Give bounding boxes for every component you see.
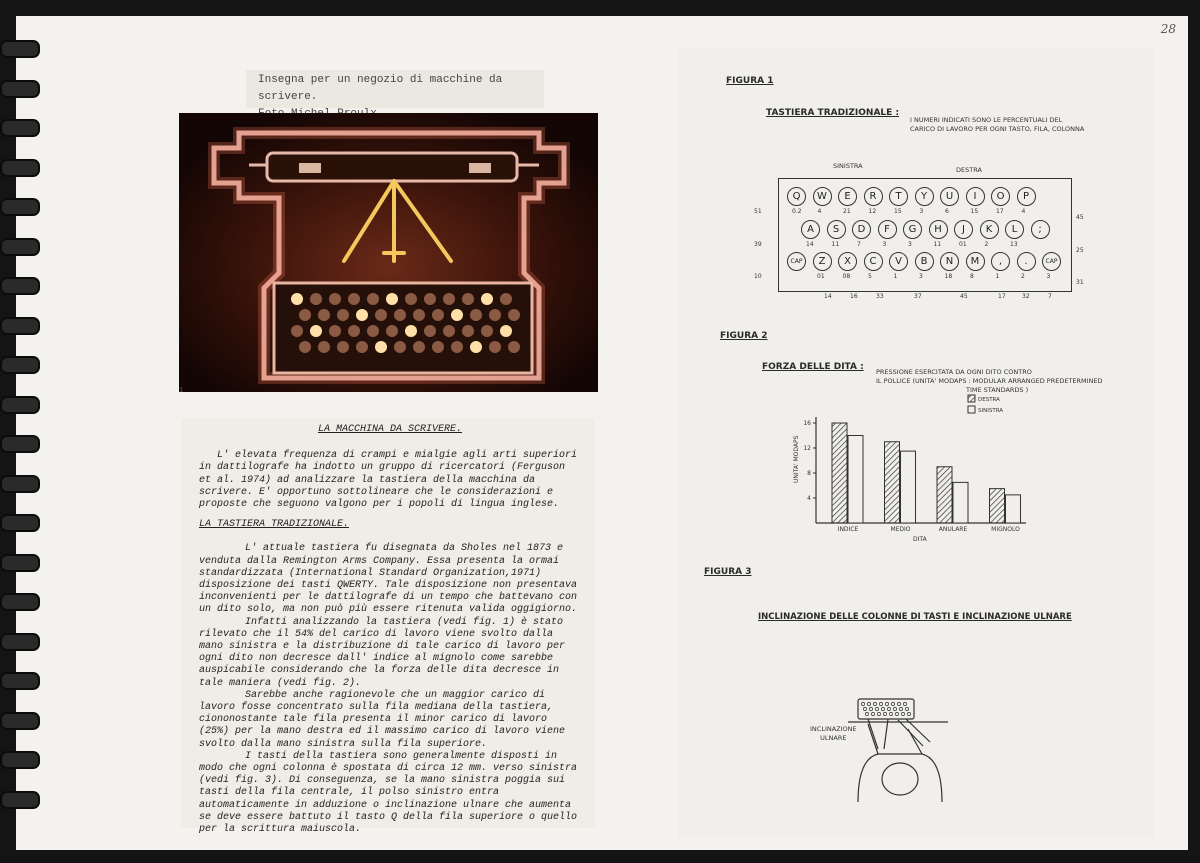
x-tick-label: MEDIO bbox=[890, 526, 911, 533]
figure-3-heading: INCLINAZIONE DELLE COLONNE DI TASTI E INCLINAZIONE ULNARE bbox=[758, 612, 1072, 622]
photo-key bbox=[291, 293, 303, 305]
key-w: W bbox=[813, 187, 832, 206]
legend-swatch bbox=[968, 395, 975, 402]
binding-ring bbox=[0, 593, 40, 611]
binding-ring bbox=[0, 514, 40, 532]
binding-ring bbox=[0, 317, 40, 335]
typist-key bbox=[867, 702, 870, 705]
typist-keys bbox=[861, 702, 910, 715]
figure-2-note-line-2: IL POLLICE (UNITA' MODAPS : MODULAR ARRANGED PREDETERMINED bbox=[876, 377, 1103, 385]
photo-key bbox=[386, 325, 398, 337]
photo-key bbox=[337, 341, 349, 353]
photo-key bbox=[356, 341, 368, 353]
row-total-right: 31 bbox=[1076, 279, 1084, 286]
typist-key bbox=[861, 702, 864, 705]
article-paragraph-1: L' attuale tastiera fu disegnata da Sholes nel 1873 e venduta dalla Remington Arms Company. Essa presenta la ormai standardizzata (International Standard Organization,1971) disposizione dei tasti QWERTY. Tale disposizione non presentava inconvenienti per le dattilografe di un tempo che battevano con un dito solo, ma non può più essere ritenuta valida oggigiorno. bbox=[199, 543, 578, 616]
photo-key bbox=[310, 293, 322, 305]
key-o: O bbox=[991, 187, 1010, 206]
key-load-percent: 1 bbox=[893, 273, 898, 280]
spiral-binding bbox=[0, 40, 40, 830]
figure-3-label: FIGURA 3 bbox=[704, 567, 752, 577]
legend-label: DESTRA bbox=[978, 397, 1000, 403]
binding-ring bbox=[0, 396, 40, 414]
typist-key bbox=[871, 712, 874, 715]
key-load-percent: 3 bbox=[919, 273, 923, 280]
bar-destra bbox=[990, 489, 1005, 523]
typist-key bbox=[881, 707, 884, 710]
key-load-percent: 6 bbox=[945, 208, 949, 215]
key-load-percent: 15 bbox=[894, 208, 902, 215]
key-p: P bbox=[1017, 187, 1036, 206]
y-tick-label: 4 bbox=[807, 495, 811, 502]
bar-sinistra bbox=[1006, 495, 1021, 523]
typist-key bbox=[903, 702, 906, 705]
photo-key bbox=[470, 341, 482, 353]
typist-key bbox=[895, 712, 898, 715]
typist-key bbox=[901, 712, 904, 715]
key-s: S bbox=[827, 220, 846, 239]
y-axis-label: UNITA' MODAPS bbox=[793, 435, 800, 483]
row-total-right: 25 bbox=[1076, 247, 1084, 254]
row-total-right: 45 bbox=[1076, 214, 1084, 221]
article-paragraph-4: I tasti della tastiera sono generalmente disposti in modo che ogni colonna è spostata di circa 12 mm. verso sinistra (vedi fig. 3). Di conseguenza, se la mano sinistra poggia sui tasti della fila centrale, il polso sinistro entra automaticamente in adduzione o inclinazione ulnare che aumenta se deve essere battuto il tasto Q della fila superiore o quello per la scrittura maiuscola. bbox=[199, 750, 578, 836]
photo-key bbox=[356, 309, 368, 321]
key-load-percent: 17 bbox=[996, 208, 1004, 215]
figure-2-note-line-3: TIME STANDARDS ) bbox=[966, 386, 1029, 394]
key-load-percent: 8 bbox=[970, 273, 974, 280]
key-load-percent: 3 bbox=[882, 241, 887, 248]
bar-sinistra bbox=[901, 451, 916, 523]
typist-key bbox=[893, 707, 896, 710]
key-load-percent: 08 bbox=[842, 273, 851, 280]
figure-1-note bbox=[910, 116, 1084, 134]
photo-key bbox=[481, 325, 493, 337]
photo-key bbox=[508, 309, 520, 321]
photo-key bbox=[443, 293, 455, 305]
key-load-percent: 12 bbox=[868, 208, 877, 215]
photo-key bbox=[310, 325, 322, 337]
photo-key bbox=[500, 325, 512, 337]
column-total: 7 bbox=[1048, 293, 1052, 300]
key-c: C bbox=[864, 252, 883, 271]
binding-ring bbox=[0, 356, 40, 374]
x-tick-label: ANULARE bbox=[938, 526, 968, 533]
binding-ring bbox=[0, 435, 40, 453]
key-load-percent: 15 bbox=[970, 208, 979, 215]
photo-key bbox=[481, 293, 493, 305]
photo-key bbox=[462, 325, 474, 337]
article-card bbox=[181, 418, 595, 836]
photo-key bbox=[432, 309, 444, 321]
neon-typewriter-photo bbox=[179, 113, 598, 392]
photo-key bbox=[500, 293, 512, 305]
photo-key bbox=[394, 341, 406, 353]
bar-destra bbox=[937, 467, 952, 523]
y-tick-label: 16 bbox=[803, 420, 811, 427]
typist-key bbox=[877, 712, 880, 715]
photo-key bbox=[443, 325, 455, 337]
photo-key bbox=[348, 325, 360, 337]
photo-key bbox=[375, 309, 387, 321]
binding-ring bbox=[0, 159, 40, 177]
typist-key bbox=[863, 707, 866, 710]
photo-key bbox=[432, 341, 444, 353]
photo-key bbox=[337, 309, 349, 321]
photo-key bbox=[424, 325, 436, 337]
y-tick-label: 8 bbox=[807, 470, 811, 477]
key-m: M bbox=[966, 252, 985, 271]
key-n: N bbox=[940, 252, 959, 271]
key-load-percent: 01 bbox=[959, 241, 967, 248]
legend-swatch bbox=[968, 406, 975, 413]
finger-force-chart bbox=[788, 391, 1048, 561]
binding-ring bbox=[0, 712, 40, 730]
photo-key bbox=[462, 293, 474, 305]
key-h: H bbox=[929, 220, 948, 239]
bar-destra bbox=[832, 423, 847, 523]
binding-ring bbox=[0, 633, 40, 651]
typist-key bbox=[897, 702, 900, 705]
key-l: L bbox=[1005, 220, 1024, 239]
keyboard-diagram bbox=[778, 178, 1072, 292]
typist-key bbox=[887, 707, 890, 710]
article-title: LA MACCHINA DA SCRIVERE. bbox=[317, 424, 463, 435]
binding-ring bbox=[0, 238, 40, 256]
key-g: G bbox=[903, 220, 922, 239]
typist-key bbox=[907, 712, 910, 715]
key-t: T bbox=[889, 187, 908, 206]
photo-key bbox=[470, 309, 482, 321]
typist-key bbox=[875, 707, 878, 710]
column-total: 16 bbox=[850, 293, 858, 300]
key-period: . bbox=[1017, 252, 1036, 271]
key-load-percent: 4 bbox=[1021, 208, 1026, 215]
column-total: 37 bbox=[914, 293, 922, 300]
photo-key bbox=[451, 309, 463, 321]
key-load-percent: 2 bbox=[984, 241, 989, 248]
caption-line-1: Insegna per un negozio di macchine da scrivere. bbox=[258, 74, 503, 103]
keyboard-left-label: SINISTRA bbox=[833, 162, 863, 170]
ulnar-label-line-2: ULNARE bbox=[820, 734, 847, 742]
photo-key bbox=[424, 293, 436, 305]
key-semicolon: ; bbox=[1031, 220, 1050, 239]
key-load-percent: 0.2 bbox=[792, 208, 802, 215]
key-load-percent: 18 bbox=[944, 273, 953, 280]
article-subtitle: LA TASTIERA TRADIZIONALE. bbox=[199, 519, 350, 531]
ulnar-label-line-1: INCLINAZIONE bbox=[810, 725, 857, 733]
page-number: 28 bbox=[1160, 22, 1176, 36]
figure-1-heading: TASTIERA TRADIZIONALE : bbox=[766, 108, 900, 118]
y-tick-label: 12 bbox=[803, 445, 811, 452]
keyboard-right-label: DESTRA bbox=[956, 166, 982, 174]
x-tick-label: INDICE bbox=[837, 526, 859, 533]
article-intro: L' elevata frequenza di crampi e mialgie agli arti superiori in dattilografe ha indotto un gruppo di ricercatori (Ferguson et al. 1974) ad analizzare la tastiera della macchina da scrivere. E' opportuno sottolineare che le considerazioni e proposte che seguono valgono per i popoli di lingua inglese. bbox=[199, 450, 578, 511]
typist-key bbox=[869, 707, 872, 710]
photo-caption bbox=[246, 70, 544, 108]
key-load-percent: 3 bbox=[919, 208, 924, 215]
photo-key bbox=[375, 341, 387, 353]
typist-key bbox=[889, 712, 892, 715]
key-load-percent: 1 bbox=[995, 273, 1000, 280]
key-e: E bbox=[838, 187, 857, 206]
key-load-percent: 5 bbox=[868, 273, 872, 280]
x-axis-label: DITA bbox=[913, 536, 927, 543]
photo-number: 1 bbox=[179, 387, 184, 395]
photo-key bbox=[329, 325, 341, 337]
photo-key bbox=[348, 293, 360, 305]
key-load-percent: 3 bbox=[908, 241, 912, 248]
key-load-percent: 21 bbox=[843, 208, 851, 215]
column-total: 14 bbox=[824, 293, 832, 300]
photo-key bbox=[367, 293, 379, 305]
photo-key bbox=[291, 325, 303, 337]
key-i: I bbox=[966, 187, 985, 206]
key-load-percent: 7 bbox=[857, 241, 861, 248]
key-q: Q bbox=[787, 187, 806, 206]
typist-key bbox=[905, 707, 908, 710]
column-total: 33 bbox=[876, 293, 884, 300]
key-k: K bbox=[980, 220, 999, 239]
typist-key bbox=[899, 707, 902, 710]
key-load-percent: 01 bbox=[817, 273, 825, 280]
key-j: J bbox=[954, 220, 973, 239]
photo-key bbox=[413, 341, 425, 353]
album-page bbox=[16, 16, 1188, 850]
row-total-left: 51 bbox=[754, 208, 762, 215]
binding-ring bbox=[0, 791, 40, 809]
key-load-percent: 2 bbox=[1021, 273, 1025, 280]
typist-key bbox=[879, 702, 882, 705]
key-a: A bbox=[801, 220, 820, 239]
photo-key bbox=[489, 309, 501, 321]
photo-key bbox=[394, 309, 406, 321]
typist-key bbox=[873, 702, 876, 705]
figures-card bbox=[678, 48, 1154, 838]
photo-key bbox=[299, 309, 311, 321]
photo-key bbox=[405, 325, 417, 337]
bar-sinistra bbox=[848, 436, 863, 524]
key-r: R bbox=[864, 187, 883, 206]
key-cap: CAP bbox=[1042, 252, 1061, 271]
key-load-percent: 3 bbox=[1046, 273, 1051, 280]
typist-key bbox=[885, 702, 888, 705]
figure-2-note-line-1: PRESSIONE ESERCITATA DA OGNI DITO CONTRO bbox=[876, 368, 1032, 376]
photo-key bbox=[405, 293, 417, 305]
key-load-percent: 4 bbox=[817, 208, 822, 215]
bar-destra bbox=[885, 442, 900, 523]
binding-ring bbox=[0, 198, 40, 216]
photo-key bbox=[413, 309, 425, 321]
key-load-percent: 13 bbox=[1010, 241, 1018, 248]
binding-ring bbox=[0, 475, 40, 493]
article-paragraph-2: Infatti analizzando la tastiera (vedi fig. 1) è stato rilevato che il 54% del carico di lavoro viene svolto dalla mano sinistra e la distribuzione di tale carico di lavoro per ogni dito non decresce dall' indice al mignolo come sarebbe auspicabile considerando che la forza delle dita decresce in tale maniera (vedi fig. 2). bbox=[199, 616, 566, 689]
key-load-percent: 11 bbox=[933, 241, 942, 248]
key-z: Z bbox=[813, 252, 832, 271]
x-tick-label: MIGNOLO bbox=[991, 526, 1020, 533]
photo-key bbox=[508, 341, 520, 353]
typist-key bbox=[865, 712, 868, 715]
photo-key bbox=[367, 325, 379, 337]
legend-label: SINISTRA bbox=[978, 408, 1004, 414]
photo-key bbox=[318, 309, 330, 321]
binding-ring bbox=[0, 277, 40, 295]
figure-1-note-line-1: I NUMERI INDICATI SONO LE PERCENTUALI DEL bbox=[910, 116, 1063, 124]
photo-key bbox=[318, 341, 330, 353]
bar-sinistra bbox=[953, 482, 968, 523]
column-total: 32 bbox=[1022, 293, 1030, 300]
key-d: D bbox=[852, 220, 871, 239]
photo-key bbox=[451, 341, 463, 353]
key-load-percent: 14 bbox=[806, 241, 814, 248]
figure-2-label: FIGURA 2 bbox=[720, 331, 768, 341]
column-total: 17 bbox=[998, 293, 1006, 300]
binding-ring bbox=[0, 80, 40, 98]
key-y: Y bbox=[915, 187, 934, 206]
typist-key bbox=[891, 702, 894, 705]
key-x: X bbox=[838, 252, 857, 271]
figure-1-label: FIGURA 1 bbox=[726, 76, 774, 86]
photo-key bbox=[386, 293, 398, 305]
figure-1-note-line-2: CARICO DI LAVORO PER OGNI TASTO, FILA, COLONNA bbox=[910, 125, 1085, 133]
key-v: V bbox=[889, 252, 908, 271]
figure-2-heading: FORZA DELLE DITA : bbox=[762, 362, 864, 372]
key-load-percent: 11 bbox=[831, 241, 840, 248]
photo-key bbox=[329, 293, 341, 305]
binding-ring bbox=[0, 672, 40, 690]
key-f: F bbox=[878, 220, 897, 239]
photo-key bbox=[489, 341, 501, 353]
photo-key bbox=[299, 341, 311, 353]
key-b: B bbox=[915, 252, 934, 271]
key-cap: CAP bbox=[787, 252, 806, 271]
binding-ring bbox=[0, 119, 40, 137]
typist-illustration bbox=[848, 684, 958, 804]
binding-ring bbox=[0, 40, 40, 58]
binding-ring bbox=[0, 751, 40, 769]
row-total-left: 10 bbox=[754, 273, 762, 280]
column-total: 45 bbox=[960, 293, 968, 300]
typist-key bbox=[883, 712, 886, 715]
key-u: U bbox=[940, 187, 959, 206]
binding-ring bbox=[0, 554, 40, 572]
key-comma: , bbox=[991, 252, 1010, 271]
row-total-left: 39 bbox=[754, 241, 762, 248]
article-paragraph-3: Sarebbe anche ragionevole che un maggior carico di lavoro fosse concentrato sulla fila mediana della tastiera, ciononostante tale fila presenta il minor carico di lavoro (25%) per la mano destra ed il massimo carico di lavoro viene svolto dalla mano sinistra sulla fila superiore. bbox=[199, 689, 566, 750]
